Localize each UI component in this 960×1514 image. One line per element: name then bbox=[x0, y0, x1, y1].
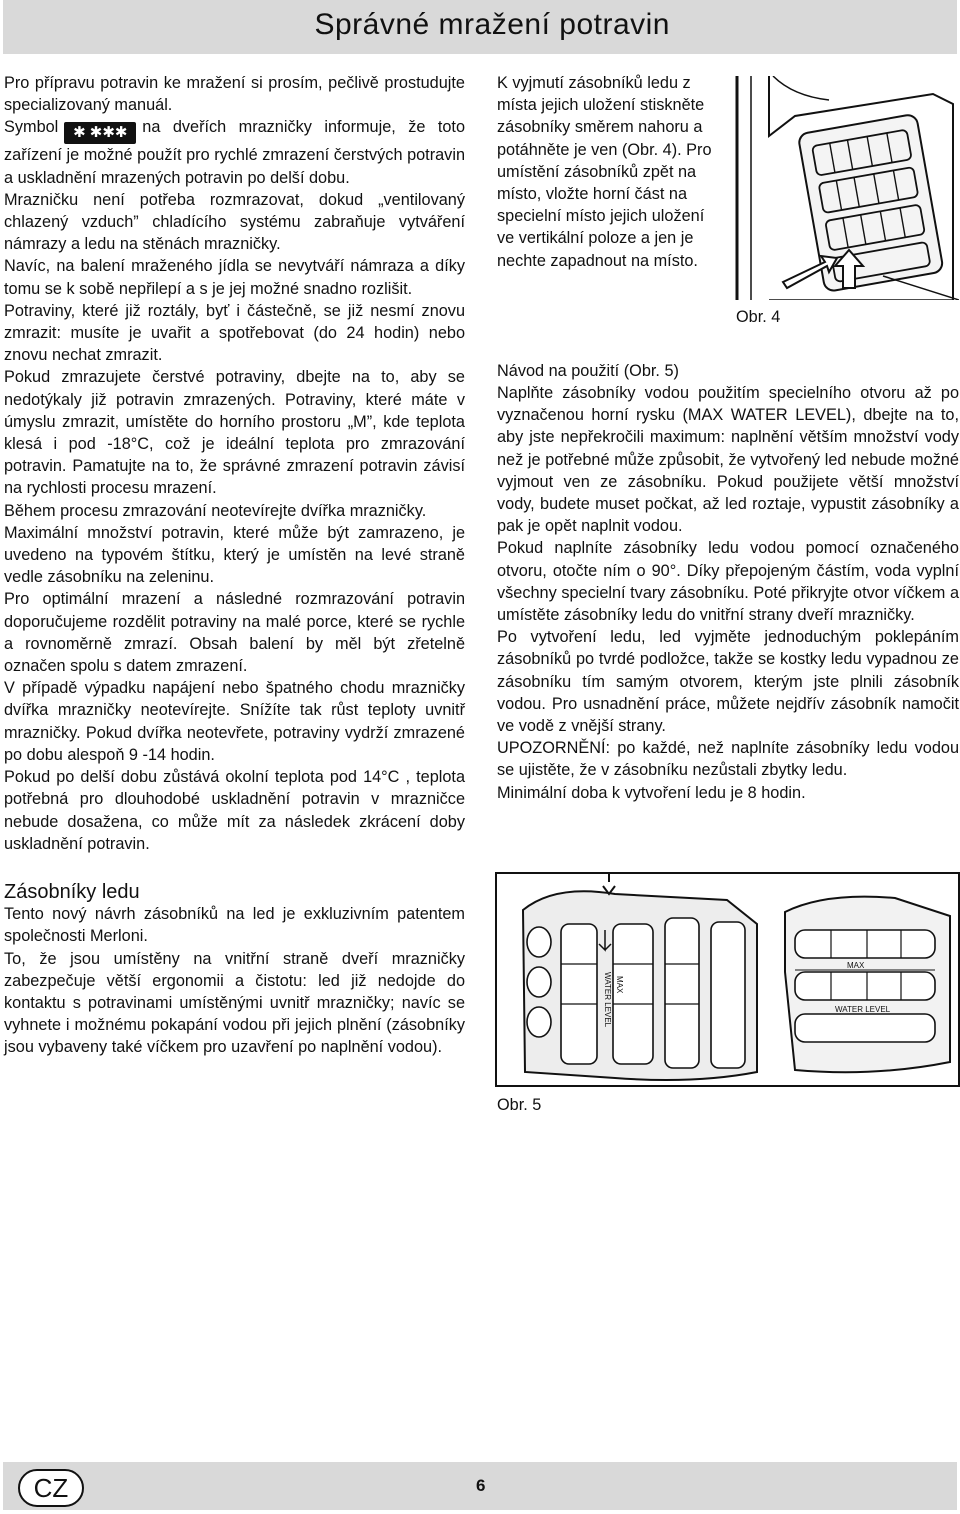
paragraph-thawed: Potraviny, které již roztály, byť i částečně, se již nesmí znovu zmrazit: musíte je uvařit a spotřebovat (do 24 hodin) nebo znovu nechat zmrazit. bbox=[4, 301, 465, 365]
country-badge: CZ bbox=[18, 1469, 84, 1507]
howto-title: Návod na použití bbox=[497, 361, 620, 380]
svg-text:MAX: MAX bbox=[615, 976, 624, 994]
paragraph-fill: Naplňte zásobníky vodou použitím specielního otvoru až po vyznačenou horní rysku (MAX WATER LEVEL), dbejte na to, aby jste nepřekročili maximum: naplnění větším množství vody než je potřebné může způsobit, že vytvořený led nebude možné vyjmout ven ze zásobníku. Pokud použijete větší množství vody, budete muset počkat, až led roztaje, vypustit zásobníky a pak je opět naplnit vodou. bbox=[497, 384, 959, 536]
figure-4-caption: Obr. 4 bbox=[736, 308, 781, 326]
left-column bbox=[4, 72, 465, 1059]
paragraph-fresh-food: Pokud zmrazujete čerstvé potraviny, dbejte na to, aby se nedotýkaly již potravin zmrazených. Potraviny, které máte v úmyslu zmrazit, umístěte do horního prostoru „M”, kde teplota klesá i pod -18°C, což je ideální teplota pro zmrazování potravin. Pamatujte na to, že správné zmrazení potravin závisí na rychlosti procesu mrazení. bbox=[4, 368, 465, 498]
paragraph-defrost: Mrazničku není potřeba rozmrazovat, dokud „ventilovaný chlazený vzduch” chladícího systému zabraňuje vytváření námrazy a ledu na stěnách mrazničky. bbox=[4, 190, 465, 254]
paragraph-power-failure: V případě výpadku napájení nebo špatného chodu mrazničky dvířka mrazničky neotevírejte. Snížíte tak růst teploty uvnitř mrazničky. Pokud dvířka neotevřete, potraviny vydrží zmrazené po dobu alespoň 9 -14 hodin. bbox=[4, 679, 465, 764]
howto-heading bbox=[497, 360, 959, 382]
paragraph-patent: Tento nový návrh zásobníků na led je exkluzivním patentem společnosti Merloni. bbox=[4, 905, 465, 946]
figure-4-illustration bbox=[733, 76, 959, 300]
freezer-star-icon: ✱ ✱✱✱ bbox=[64, 122, 136, 144]
paragraph-min-time: Minimální doba k vytvoření ledu je 8 hodin. bbox=[497, 783, 806, 802]
symbol-word: Symbol bbox=[4, 118, 59, 137]
paragraph-frost: Navíc, na balení mraženého jídla se nevytváří námraza a díky tomu se k sobě nepřilepí a s je jej možné snadno rozlišit. bbox=[4, 257, 465, 298]
paragraph-warning: UPOZORNĚNÍ: po každé, než naplníte zásobníky ledu vodou se ujistěte, že v zásobníku nezůstali zbytky ledu. bbox=[497, 739, 959, 780]
paragraph-door: Během procesu zmrazování neotevírejte dvířka mrazničky. bbox=[4, 501, 427, 520]
paragraph-ambient: Pokud po delší dobu zůstává okolní teplota pod 14°C , teplota potřebná pro dlouhodobé uskladnění potravin v mrazničce nebude dosažena, co může mít za následek zkrácení doby uskladnění potravin. bbox=[4, 768, 465, 853]
paragraph-portions: Pro optimální mrazení a následné rozmrazování potravin doporučujeme rozdělit potraviny na malé porce, které se rychle a rovnoměrně zmrazí. Obsah balení by měl být zřetelně označen spolu s datem zmrazení. bbox=[4, 590, 465, 676]
section-title-ice-trays: Zásobníky ledu bbox=[4, 880, 140, 903]
paragraph-remove-ice: Po vytvoření ledu, led vyjměte jednoduchým poklepáním zásobníků po tvrdé podložce, takže se kostky ledu vypadnou ze zásobníku tím samým otvorem, kterým jste plnili zásobník vodou. Pro usnadnění práce, můžete nejdřív zásobník namočit ve vodě z vnější strany. bbox=[497, 628, 959, 736]
symbol-rest: na dveřích mrazničky informuje, že toto zařízení je možné použít pro rychlé zmrazení čerstvých potravin a uskladnění mrazených potravin po delší dobu. bbox=[4, 118, 465, 187]
intro-paragraph: Pro přípravu potravin ke mražení si prosím, pečlivě prostudujte specializovaný manuál. bbox=[4, 74, 465, 115]
figure-5-caption: Obr. 5 bbox=[497, 1096, 542, 1114]
page-title: Správné mražení potravin bbox=[314, 8, 670, 41]
symbol-paragraph bbox=[4, 116, 465, 188]
paragraph-rotate: Pokud naplníte zásobníky ledu vodou pomocí označeného otvoru, otočte ním o 90°. Díky přepojeným částím, voda vyplní všechny specielní tvary zásobníku. Poté přikryjte otvor víčkem a umístěte zásobníky ledu do vnitřní strany dveří mrazničky. bbox=[497, 539, 959, 625]
howto-ref: (Obr. 5) bbox=[623, 361, 679, 380]
page-number: 6 bbox=[476, 1476, 486, 1495]
paragraph-ergonomics: To, že jsou umístěny na vnitřní straně dveří mrazničky zabezpečuje větší ergonomii a čistotu: led již nedojde do kontaktu s potravinami umístěnými uvnitř mrazničky; navíc se vyhnete i možnému pokapání vodou při jejich plnění (zásobníky jsou vybaveny také víčkem pro uzavření po naplnění vodou). bbox=[4, 949, 465, 1057]
fig5-max-label: MAX bbox=[847, 961, 865, 970]
fig5-water-level-label: WATER LEVEL bbox=[835, 1005, 891, 1014]
figure-5-illustration bbox=[495, 872, 960, 1087]
paragraph-remove-trays: K vyjmutí zásobníků ledu z místa jejich uložení stiskněte zásobníky směrem nahoru a potáhněte je ven (Obr. 4). Pro umístění zásobníků zpět na místo, vložte horní část na specielní místo jejich uložení ve vertikální poloze a jen je nechte zapadnout na místo. bbox=[497, 74, 712, 270]
svg-text:WATER LEVEL: WATER LEVEL bbox=[603, 972, 612, 1028]
paragraph-max-amount: Maximální množství potravin, které může být zamrazeno, je uvedeno na typovém štítku, který je umístěn na levé straně vedle zásobníku na zeleninu. bbox=[4, 523, 465, 587]
